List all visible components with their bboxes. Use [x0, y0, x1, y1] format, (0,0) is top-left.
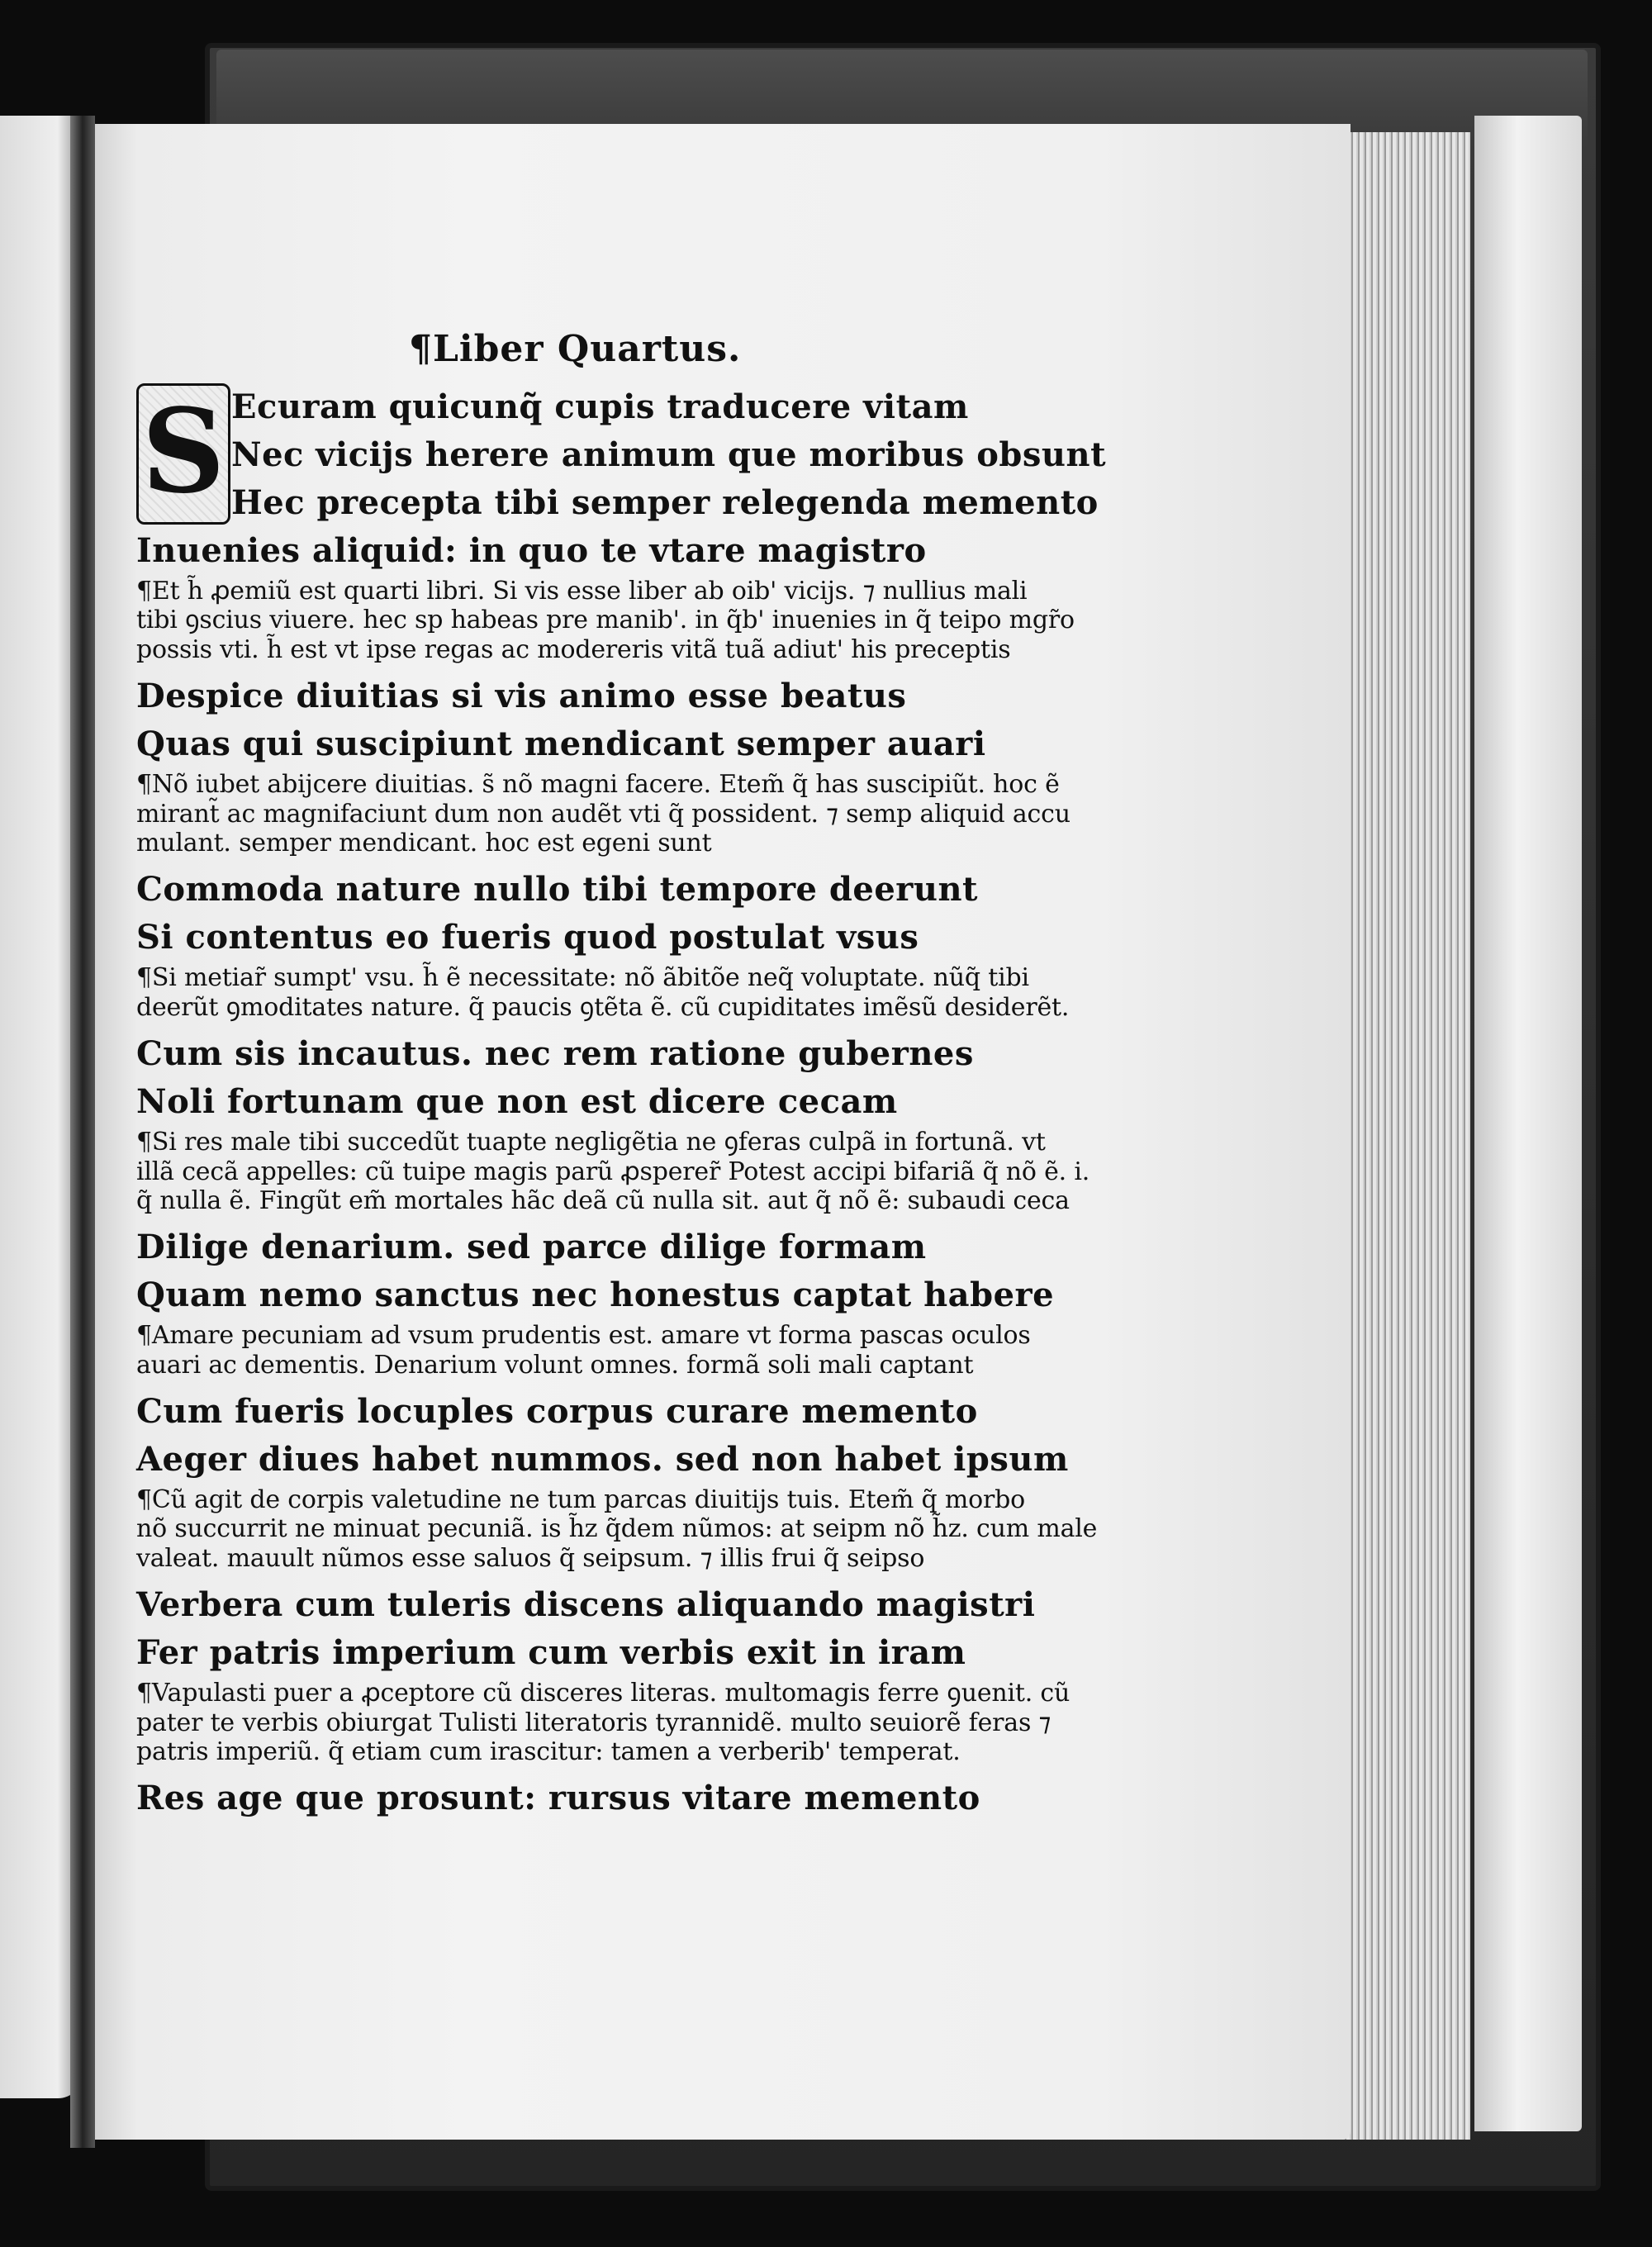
verse-line: Hec precepta tibi semper relegenda memento [231, 483, 1099, 522]
verse-block [136, 1581, 1070, 1767]
commentary-line: ¶Cũ agit de corpis valetudine ne tum parcas diuitijs tuis. Etem̃ q̃ morbo [136, 1485, 1025, 1515]
commentary-line: ¶Et h̃ ꝓemiũ est quarti libri. Si vis esse liber ab oib' vicijs. ⁊ nullius mali [136, 577, 1028, 606]
commentary-text [136, 963, 1070, 1022]
verse-block [136, 672, 1070, 857]
commentary-text [136, 1485, 1098, 1573]
verse-line: Si contentus eo fueris quod postulat vsus [136, 918, 919, 957]
commentary-text [136, 770, 1070, 857]
book-gutter [70, 116, 95, 2148]
commentary-line: tibi ꝯscius viuere. hec sp habeas pre manib'. in q̃b' inuenies in q̃ teipo mgr̃o [136, 606, 1075, 635]
verse-block [136, 1223, 1055, 1380]
commentary-line: valeat. mauult nũmos esse saluos q̃ seipsum. ⁊ illis frui q̃ seipso [136, 1543, 925, 1573]
page-title: ¶Liber Quartus. [409, 328, 742, 370]
verse-line: Ecuram quicunq̃ cupis traducere vitam [231, 387, 969, 426]
commentary-line: ¶Amare pecuniam ad vsum prudentis est. amare vt forma pascas oculos [136, 1321, 1031, 1351]
verse-line: Quas qui suscipiunt mendicant semper auari [136, 724, 986, 764]
commentary-line: mulant. semper mendicant. hoc est egeni sunt [136, 828, 712, 857]
commentary-line: q̃ nulla ẽ. Fingũt em̃ mortales hãc deã cũ nulla sit. aut q̃ nõ ẽ: subaudi ceca [136, 1185, 1070, 1215]
verse-block [136, 1030, 1090, 1215]
commentary-text [136, 577, 1075, 664]
commentary-block [136, 577, 1075, 664]
commentary-line: auari ac dementis. Denarium volunt omnes. formã soli mali captant [136, 1350, 974, 1380]
decorated-initial: S [136, 383, 230, 525]
commentary-line: mirant̃ ac magnifaciunt dum non audẽt vti q̃ possident. ⁊ semp aliquid accu [136, 799, 1070, 829]
commentary-text [136, 1321, 1045, 1380]
commentary-line: ¶Si res male tibi succedũt tuapte negligẽtia ne ꝯferas culpã in fortunã. vt [136, 1128, 1046, 1157]
verse-line: Dilige denarium. sed parce dilige formam [136, 1228, 927, 1267]
verse-block [136, 1774, 1045, 1822]
verse-block [136, 866, 1070, 1022]
commentary-line: deerũt ꝯmoditates nature. q̃ paucis ꝯtẽta ẽ. cũ cupiditates imẽsũ desiderẽt. [136, 992, 1070, 1022]
commentary-text [136, 1128, 1090, 1215]
verse-line: Commoda nature nullo tibi tempore deerunt [136, 870, 979, 910]
commentary-line: possis vti. h̃ est vt ipse regas ac modereris vitã tuã adiut' his preceptis [136, 634, 1011, 664]
verse-line: Inuenies aliquid: in quo te vtare magistro [136, 531, 927, 570]
page-edges [1338, 132, 1470, 2140]
verse-line: Nec vicijs herere animum que moribus obsunt [231, 435, 1107, 474]
verse-line: Aeger diues habet nummos. sed non habet ipsum [136, 1440, 1069, 1480]
commentary-line: ¶Nõ iubet abijcere diuitias. s̃ nõ magni facere. Etem̃ q̃ has suscipiũt. hoc ẽ [136, 770, 1060, 800]
commentary-text [136, 1679, 1070, 1767]
commentary-line: ¶Si metiar̃ sumpt' vsu. h̃ ẽ necessitate: nõ ãbitõe neq̃ voluptate. nũq̃ tibi [136, 963, 1029, 993]
verse-block [136, 1388, 1098, 1573]
verse-line: Res age que prosunt: rursus vitare memento [136, 1779, 980, 1818]
commentary-line: ¶Vapulasti puer a ꝓceptore cũ disceres literas. multomagis ferre ꝯuenit. cũ [136, 1679, 1070, 1708]
verse-line: Quam nemo sanctus nec honestus captat habere [136, 1276, 1055, 1315]
page-text [136, 326, 1107, 1822]
commentary-line: pater te verbis obiurgat Tulisti literatoris tyrannidẽ. multo seuiorẽ feras ⁊ [136, 1708, 1051, 1737]
verse-line: Verbera cum tuleris discens aliquando magistri [136, 1585, 1036, 1625]
verse-line: Cum sis incautus. nec rem ratione gubernes [136, 1034, 974, 1074]
commentary-line: illã cecã appelles: cũ tuipe magis parũ ꝓsperer̃ Potest accipi bifariã q̃ nõ ẽ. i. [136, 1157, 1090, 1186]
opening-stanza [136, 383, 1107, 527]
verse-line: Noli fortunam que non est dicere cecam [136, 1082, 898, 1122]
verse-line: Despice diuitias si vis animo esse beatus [136, 677, 907, 716]
page-block-edge [1474, 116, 1582, 2131]
verse-line: Fer patris imperium cum verbis exit in iram [136, 1633, 966, 1673]
commentary-line: patris imperiũ. q̃ etiam cum irascitur: tamen a verberib' temperat. [136, 1737, 961, 1767]
verse-line: Cum fueris locuples corpus curare memento [136, 1392, 978, 1432]
commentary-line: nõ succurrit ne minuat pecuniã. is h̃z q̃dem nũmos: at seipm nõ h̃z. cum male [136, 1514, 1098, 1544]
